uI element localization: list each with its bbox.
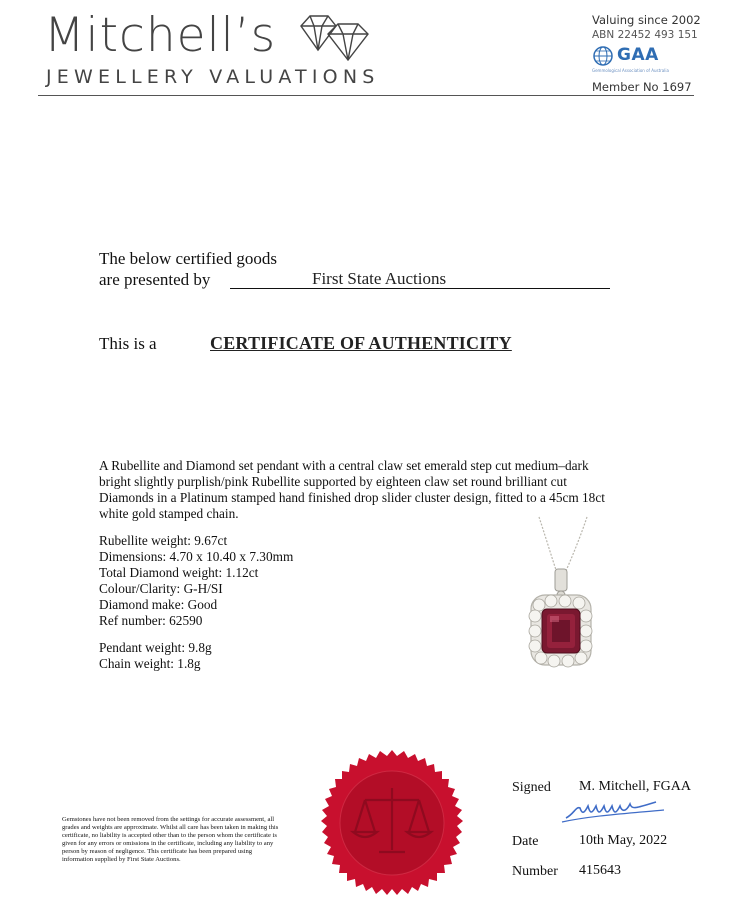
certificate-number: 415643 [579,863,621,878]
signed-value: M. Mitchell, FGAA [579,779,691,794]
diamonds-logo-icon [298,12,376,62]
pendant-photo [525,515,597,670]
gaa-globe-icon [593,46,613,66]
certified-goods-line: The below certified goods [99,249,277,268]
brand-subtitle: JEWELLERY VALUATIONS [46,66,380,88]
presenter-name: First State Auctions [312,269,447,288]
signature-icon [560,798,670,824]
spec-ref-number: Ref number: 62590 [99,613,203,628]
date-label: Date [512,834,539,849]
wax-seal-icon [317,748,467,898]
date-value: 10th May, 2022 [579,833,668,848]
spec-rubellite-weight: Rubellite weight: 9.67ct [99,533,228,548]
number-label: Number [512,864,558,879]
member-number: Member No 1697 [592,80,692,94]
spec-diamond-make: Diamond make: Good [99,597,218,612]
signed-label: Signed [512,780,551,795]
disclaimer-text: Gemstones have not been removed from the settings for accurate assessment, all grades and weights are approximate. Whilst all care has been taken in making this certificate, no liability is accepted other than to the person whom the certificate is given for any errors or omissions in the certificate, including any liability to any person by reason of negligence. This certificate has been prepared using information supplied by First State Auctions. [62,816,279,863]
valuing-since: Valuing since 2002 [592,13,701,27]
abn-number: ABN 22452 493 151 [592,29,698,41]
spec-diamond-weight: Total Diamond weight: 1.12ct [99,565,259,580]
this-is-a-label: This is a [99,334,157,353]
item-weights [99,640,212,672]
gaa-logo-text: GAA [617,45,659,65]
spec-colour-clarity: Colour/Clarity: G-H/SI [99,581,223,596]
gaa-caption: Gemmological Association of Australia [592,68,669,73]
item-specs [99,533,293,629]
item-description: A Rubellite and Diamond set pendant with a central claw set emerald step cut medium–dark bright slightly purplish/pink Rubellite supported by eighteen claw set round brilliant cut Diamonds in a Platinum stamped hand finished drop slider cluster design, fitted to a 45cm 18ct white gold stamped chain. [99,458,605,521]
pendant-weight: Pendant weight: 9.8g [99,640,212,655]
brand-name: Mitchell’s [44,8,277,63]
presenter-field [230,269,610,289]
spec-dimensions: Dimensions: 4.70 x 10.40 x 7.30mm [99,549,294,564]
chain-weight: Chain weight: 1.8g [99,656,201,671]
header-divider [38,95,694,96]
presented-by-label: are presented by [99,270,211,289]
certificate-title: CERTIFICATE OF AUTHENTICITY [210,333,512,353]
